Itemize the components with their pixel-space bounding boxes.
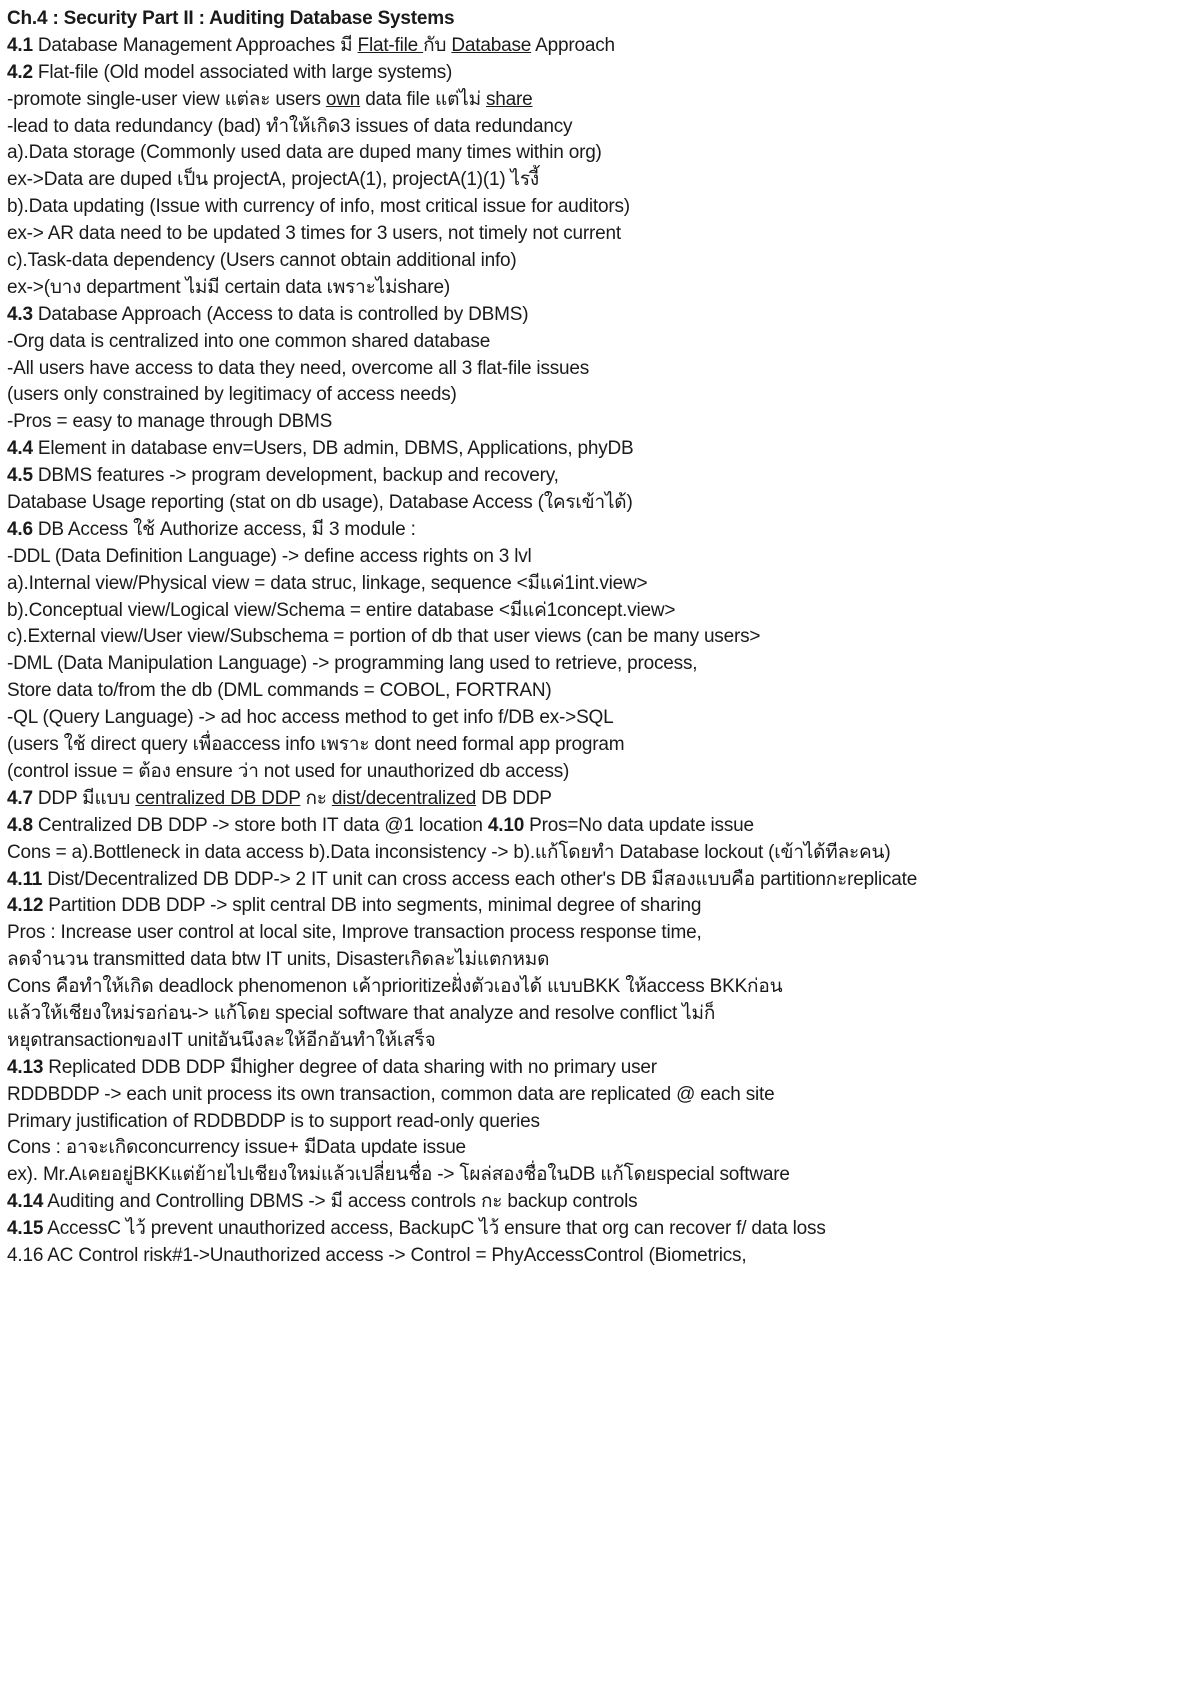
text-line xyxy=(7,1028,1193,1055)
text-line xyxy=(7,60,1193,87)
text-segment: Element in database env=Users, DB admin, DBMS, Applications, phyDB xyxy=(32,438,634,460)
text-segment: Database Usage reporting (stat on db usage), Database Access (ใครเข้าได้) xyxy=(7,492,633,514)
text-line xyxy=(7,140,1193,167)
text-segment: กะ xyxy=(300,787,332,809)
text-segment: Dist/Decentralized DB DDP-> 2 IT unit can cross access each other's DB มีสองแบบคือ partitionกะreplicate xyxy=(42,868,918,890)
text-segment: Replicated DDB DDP มีhigher degree of data sharing with no primary user xyxy=(43,1056,657,1078)
text-line xyxy=(7,114,1193,141)
text-segment: c).External view/User view/Subschema = portion of db that user views (can be many users> xyxy=(7,626,761,648)
text-segment: ex->Data are duped เป็น projectA, projectA(1), projectA(1)(1) ไรงี้ xyxy=(7,169,539,191)
section-number: 4.13 xyxy=(7,1056,44,1078)
text-segment: a).Internal view/Physical view = data struc, linkage, sequence <มีแค่1int.view> xyxy=(7,572,648,594)
text-line xyxy=(7,840,1193,867)
text-segment: DB Access ใช้ Authorize access, มี 3 module : xyxy=(32,518,416,540)
text-line xyxy=(7,786,1193,813)
text-segment: Cons : อาจะเกิดconcurrency issue+ มีData update issue xyxy=(7,1137,466,1159)
text-line xyxy=(7,1189,1193,1216)
text-line xyxy=(7,624,1193,651)
text-segment: RDDBDDP -> each unit process its own transaction, common data are replicated @ each site xyxy=(7,1083,775,1105)
text-line xyxy=(7,248,1193,275)
underlined-term: Flat-file xyxy=(357,34,424,56)
text-line xyxy=(7,382,1193,409)
text-segment: DDP มีแบบ xyxy=(32,787,136,809)
text-segment: b).Conceptual view/Logical view/Schema = entire database <มีแค่1concept.view> xyxy=(7,599,676,621)
text-line xyxy=(7,759,1193,786)
text-segment: Store data to/from the db (DML commands = COBOL, FORTRAN) xyxy=(7,680,552,702)
text-segment: Cons = a).Bottleneck in data access b).Data inconsistency -> b).แก้โดยทำ Database lockout (เข้าได้ทีละคน) xyxy=(7,841,891,863)
section-number: 4.1 xyxy=(7,34,33,56)
text-segment: b).Data updating (Issue with currency of info, most critical issue for auditors) xyxy=(7,196,630,218)
text-line xyxy=(7,221,1193,248)
section-number: 4.6 xyxy=(7,518,33,540)
section-number: 4.8 xyxy=(7,814,33,836)
text-line xyxy=(7,33,1193,60)
text-line xyxy=(7,920,1193,947)
text-segment: ลดจำนวน transmitted data btw IT units, Disasterเกิดละไม่แตกหมด xyxy=(7,949,550,971)
text-segment: -Org data is centralized into one common shared database xyxy=(7,330,491,352)
text-line xyxy=(7,678,1193,705)
text-line xyxy=(7,1082,1193,1109)
underlined-term: Database xyxy=(451,34,532,56)
text-line xyxy=(7,1055,1193,1082)
text-segment: แล้วให้เชียงใหม่รอก่อน-> แก้โดย special software that analyze and resolve conflict ไม่ก็ xyxy=(7,1002,716,1024)
text-segment: Cons คือทำให้เกิด deadlock phenomenon เค้าprioritizeฝั่งตัวเองได้ แบบBKK ให้access BKKก่อน xyxy=(7,976,783,998)
text-line xyxy=(7,1216,1193,1243)
section-number: 4.14 xyxy=(7,1191,44,1213)
text-line xyxy=(7,275,1193,302)
section-number: 4.15 xyxy=(7,1218,44,1240)
text-line xyxy=(7,651,1193,678)
text-line xyxy=(7,947,1193,974)
text-segment: Centralized DB DDP -> store both IT data @1 location xyxy=(32,814,488,836)
text-segment: DB DDP xyxy=(476,787,552,809)
text-segment: Approach xyxy=(531,34,615,56)
text-line xyxy=(7,598,1193,625)
section-number: 4.5 xyxy=(7,465,33,487)
text-line xyxy=(7,302,1193,329)
text-line xyxy=(7,813,1193,840)
text-segment: -lead to data redundancy (bad) ทำให้เกิด3 issues of data redundancy xyxy=(7,115,573,137)
text-segment: ex). Mr.Aเคยอยู่BKKแต่ย้ายไปเชียงใหม่แล้วเปลี่ยนชื่อ -> โผล่สองชื่อในDB แก้โดยspecial software xyxy=(7,1164,790,1186)
text-segment: Database Management Approaches มี xyxy=(32,34,358,56)
text-line xyxy=(7,167,1193,194)
text-line xyxy=(7,517,1193,544)
text-segment: Flat-file (Old model associated with large systems) xyxy=(32,61,453,83)
underlined-term: own xyxy=(325,88,361,110)
underlined-term: share xyxy=(485,88,533,110)
text-segment: -DML (Data Manipulation Language) -> programming lang used to retrieve, process, xyxy=(7,653,698,675)
text-line xyxy=(7,436,1193,463)
underlined-term: dist/decentralized xyxy=(331,787,477,809)
text-segment: Partition DDB DDP -> split central DB into segments, minimal degree of sharing xyxy=(43,895,702,917)
text-segment: ex->(บาง department ไม่มี certain data เพราะไม่share) xyxy=(7,276,450,298)
text-line xyxy=(7,705,1193,732)
text-segment: -QL (Query Language) -> ad hoc access method to get info f/DB ex->SQL xyxy=(7,707,614,729)
text-segment: data file แต่ไม่ xyxy=(360,88,486,110)
text-segment: Auditing and Controlling DBMS -> มี access controls กะ backup controls xyxy=(43,1191,638,1213)
document-title xyxy=(7,6,1193,33)
section-number: 4.11 xyxy=(7,868,43,890)
section-number: 4.12 xyxy=(7,895,44,917)
text-segment: (control issue = ต้อง ensure ว่า not used for unauthorized db access) xyxy=(7,760,570,782)
text-line xyxy=(7,87,1193,114)
text-line xyxy=(7,732,1193,759)
section-number: 4.4 xyxy=(7,438,33,460)
text-line xyxy=(7,490,1193,517)
text-segment: Database Approach (Access to data is controlled by DBMS) xyxy=(32,303,529,325)
text-line xyxy=(7,544,1193,571)
text-segment: DBMS features -> program development, backup and recovery, xyxy=(32,465,559,487)
text-line xyxy=(7,194,1193,221)
text-segment: c).Task-data dependency (Users cannot obtain additional info) xyxy=(7,250,517,272)
text-segment: 4.16 AC Control risk#1->Unauthorized access -> Control = PhyAccessControl (Biometrics, xyxy=(7,1244,747,1266)
text-segment: (users ใช้ direct query เพื่อaccess info เพราะ dont need formal app program xyxy=(7,734,625,756)
text-segment: กับ xyxy=(423,34,452,56)
section-number: 4.2 xyxy=(7,61,33,83)
text-segment: Pros : Increase user control at local site, Improve transaction process response time, xyxy=(7,922,702,944)
text-segment: a).Data storage (Commonly used data are duped many times within org) xyxy=(7,142,602,164)
text-segment: -All users have access to data they need, overcome all 3 flat-file issues xyxy=(7,357,590,379)
text-segment: หยุดtransactionของIT unitอันนึงละให้อีกอันทำให้เสร็จ xyxy=(7,1029,436,1051)
section-number: 4.10 xyxy=(487,814,525,836)
text-segment: AccessC ไว้ prevent unauthorized access, BackupC ไว้ ensure that org can recover f/ data loss xyxy=(43,1218,826,1240)
section-number: Ch.4 : Security Part II : Auditing Database Systems xyxy=(7,8,455,29)
text-line xyxy=(7,463,1193,490)
underlined-term: centralized DB DDP xyxy=(135,787,301,809)
text-line xyxy=(7,356,1193,383)
text-segment: -promote single-user view แต่ละ users xyxy=(7,88,326,110)
text-segment: (users only constrained by legitimacy of access needs) xyxy=(7,384,457,406)
text-line xyxy=(7,893,1193,920)
text-segment: Primary justification of RDDBDDP is to support read-only queries xyxy=(7,1110,540,1132)
text-line xyxy=(7,1001,1193,1028)
document-body xyxy=(7,6,1193,1270)
text-line xyxy=(7,1243,1193,1270)
text-line xyxy=(7,867,1193,894)
text-line xyxy=(7,1162,1193,1189)
section-number: 4.7 xyxy=(7,787,33,809)
text-segment: -Pros = easy to manage through DBMS xyxy=(7,411,333,433)
text-line xyxy=(7,974,1193,1001)
text-line xyxy=(7,1135,1193,1162)
text-line xyxy=(7,571,1193,598)
text-segment: ex-> AR data need to be updated 3 times for 3 users, not timely not current xyxy=(7,223,621,245)
section-number: 4.3 xyxy=(7,303,33,325)
text-line xyxy=(7,329,1193,356)
text-line xyxy=(7,409,1193,436)
text-segment: -DDL (Data Definition Language) -> define access rights on 3 lvl xyxy=(7,545,532,567)
text-segment: Pros=No data update issue xyxy=(524,814,754,836)
text-line xyxy=(7,1109,1193,1136)
